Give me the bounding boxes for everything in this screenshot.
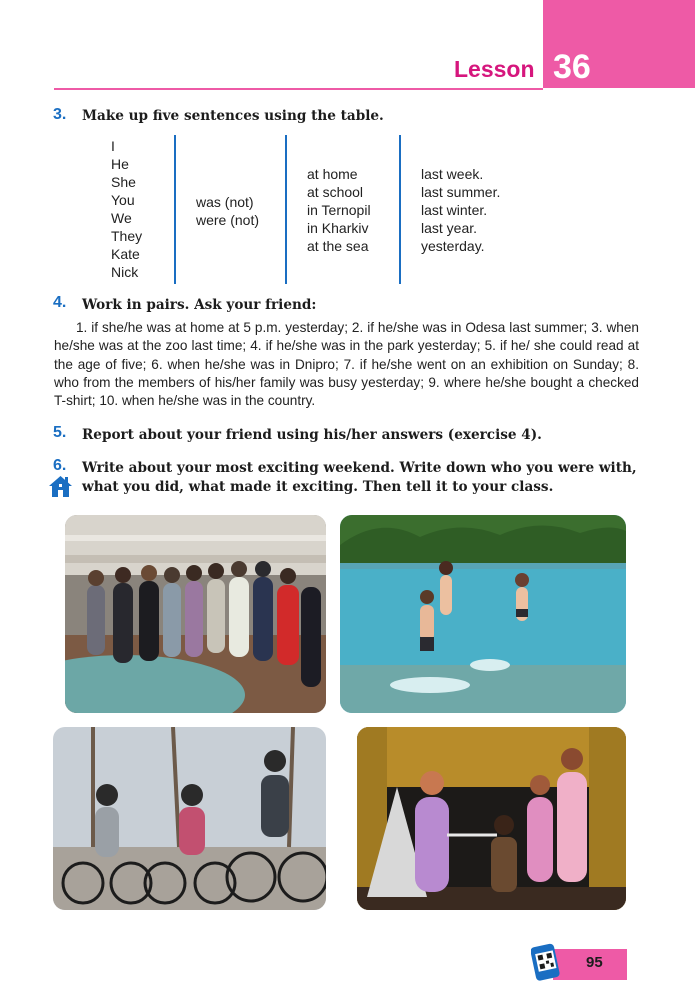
table-cell: last year. xyxy=(421,220,478,236)
table-cell: at home xyxy=(307,166,358,182)
table-cell: We xyxy=(111,210,132,226)
table-cell: was (not) xyxy=(196,194,254,210)
lesson-number: 36 xyxy=(553,48,591,86)
task-6-number: 6. xyxy=(53,457,67,474)
photo-stage-performance xyxy=(357,727,626,910)
table-cell: in Kharkiv xyxy=(307,220,369,236)
table-cell: last week. xyxy=(421,166,484,182)
table-cell: yesterday. xyxy=(421,238,485,254)
table-cell: at the sea xyxy=(307,238,369,254)
table-divider xyxy=(285,135,287,284)
task-4-number: 4. xyxy=(53,294,67,311)
task-6-heading-line1: Write about your most exciting weekend. Write down who you were with, xyxy=(82,460,637,476)
photo-kids-in-water xyxy=(340,515,626,713)
table-cell: last summer. xyxy=(421,184,501,200)
photo-family-on-bikes xyxy=(53,727,326,910)
table-cell: at school xyxy=(307,184,364,200)
photo-dancing-group xyxy=(65,515,326,713)
table-cell: in Ternopil xyxy=(307,202,371,218)
table-cell: were (not) xyxy=(196,212,260,228)
task-4-heading: Work in pairs. Ask your friend: xyxy=(82,297,317,313)
table-col-times xyxy=(421,165,500,255)
table-divider xyxy=(399,135,401,284)
task-3-number: 3. xyxy=(53,106,67,123)
exercise-4-questions: 1. if she/he was at home at 5 p.m. yesterday; 2. if he/she was in Odesa last summer; 3. when he/she was at the zoo last time; 4. if he/she was in the park yesterday; 5. if he/ she could read at the age of five; 6. when he/she was in Dnipro; 7. if he/she went on an exhibition on Sunday; 8. who from the members of his/her family was busy yesterday; 9. where he/she bought a checked T-shirt; 10. when he/she was in the country. xyxy=(54,320,639,409)
table-col-places xyxy=(307,165,371,255)
task-5-number: 5. xyxy=(53,424,67,441)
header-rule xyxy=(54,88,543,90)
lesson-label: Lesson xyxy=(454,56,535,82)
table-cell: She xyxy=(111,174,136,190)
table-cell: They xyxy=(111,228,143,244)
table-cell: Kate xyxy=(111,246,140,262)
page-number: 95 xyxy=(586,954,603,971)
table-divider xyxy=(174,135,176,284)
table-cell: Nick xyxy=(111,264,139,280)
table-cell: You xyxy=(111,192,135,208)
table-cell: last winter. xyxy=(421,202,488,218)
table-col-verbs xyxy=(196,193,259,229)
home-icon xyxy=(48,474,73,498)
table-col-subjects xyxy=(111,137,142,281)
task-5-heading: Report about your friend using his/her answers (exercise 4). xyxy=(82,427,542,443)
task-6-heading-line2: what you did, what made it exciting. Then tell it to your class. xyxy=(82,479,554,495)
qr-code-icon xyxy=(531,943,561,981)
table-cell: I xyxy=(111,138,115,154)
task-3-heading: Make up five sentences using the table. xyxy=(82,108,384,124)
table-cell: He xyxy=(111,156,129,172)
